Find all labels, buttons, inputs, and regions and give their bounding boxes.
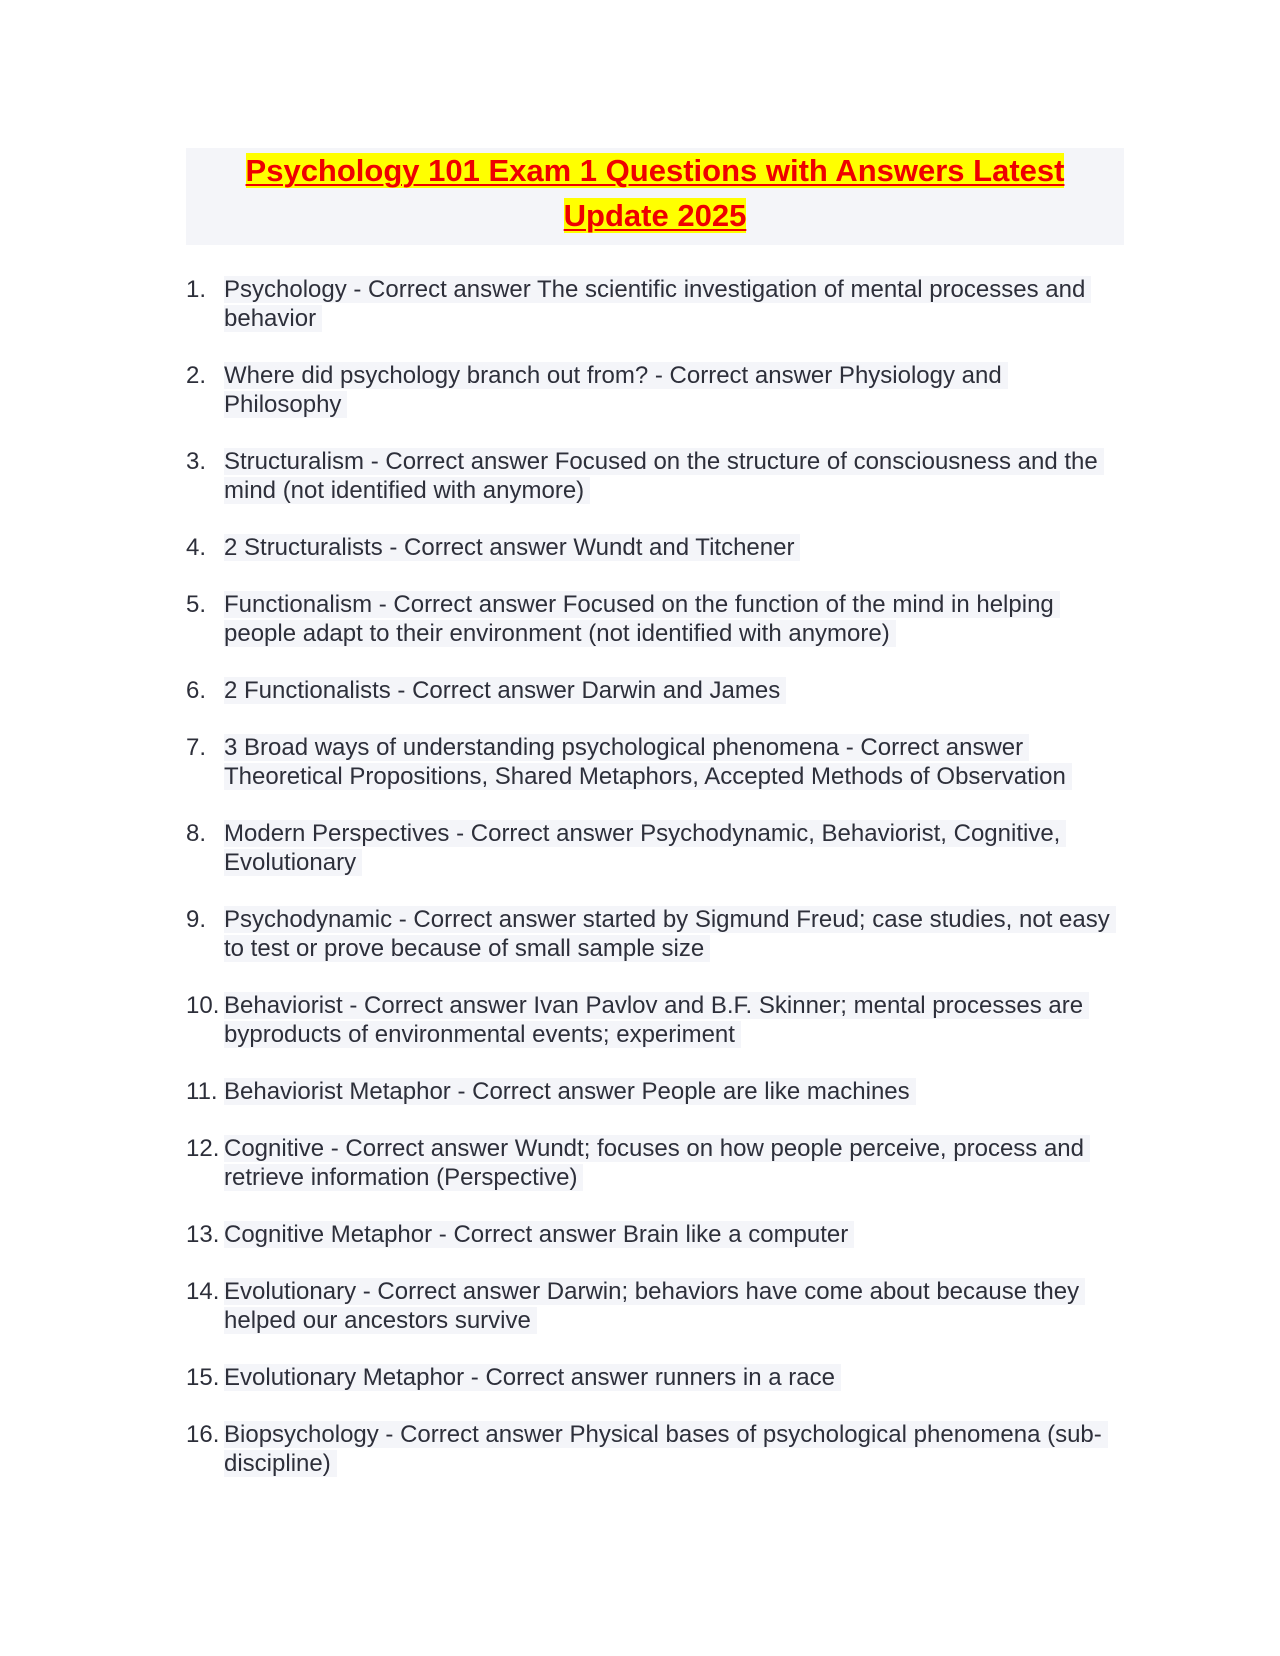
- item-text: Where did psychology branch out from? - Correct answer Physiology and Philosophy: [224, 362, 1008, 418]
- item-number: 10.: [186, 992, 220, 1019]
- item-number: 3.: [186, 448, 207, 475]
- item-number: 12.: [186, 1135, 220, 1162]
- item-number: 16.: [186, 1421, 220, 1448]
- item-text: Structuralism - Correct answer Focused on the structure of consciousness and the mind (not identified with anymore): [224, 448, 1104, 504]
- list-item: [186, 275, 1124, 333]
- list-item: [186, 905, 1124, 963]
- item-text: Biopsychology - Correct answer Physical bases of psychological phenomena (sub-discipline): [224, 1421, 1108, 1477]
- item-text: Evolutionary Metaphor - Correct answer runners in a race: [224, 1364, 841, 1391]
- list-item: [186, 1077, 1124, 1106]
- item-text: Cognitive - Correct answer Wundt; focuses on how people perceive, process and retrieve information (Perspective): [224, 1135, 1090, 1191]
- item-text: Modern Perspectives - Correct answer Psychodynamic, Behaviorist, Cognitive, Evolutionary: [224, 820, 1066, 876]
- list-item: [186, 1363, 1124, 1392]
- list-item: [186, 676, 1124, 705]
- list-item: [186, 361, 1124, 419]
- list-item: [186, 1420, 1124, 1478]
- item-text: Behaviorist - Correct answer Ivan Pavlov and B.F. Skinner; mental processes are byproducts of environmental events; experiment: [224, 992, 1089, 1048]
- list-item: [186, 733, 1124, 791]
- item-text: Cognitive Metaphor - Correct answer Brain like a computer: [224, 1221, 854, 1248]
- item-text: 3 Broad ways of understanding psychological phenomena - Correct answer Theoretical Propositions, Shared Metaphors, Accepted Methods of Observation: [224, 734, 1072, 790]
- document-page: [186, 148, 1124, 1506]
- item-number: 9.: [186, 906, 207, 933]
- item-number: 14.: [186, 1278, 220, 1305]
- item-text: Evolutionary - Correct answer Darwin; behaviors have come about because they helped our ancestors survive: [224, 1278, 1085, 1334]
- item-text: 2 Structuralists - Correct answer Wundt and Titchener: [224, 534, 800, 561]
- document-title: Psychology 101 Exam 1 Questions with Answers Latest Update 2025: [245, 153, 1065, 233]
- list-item: [186, 533, 1124, 562]
- list-item: [186, 1277, 1124, 1335]
- item-text: Psychology - Correct answer The scientific investigation of mental processes and behavior: [224, 276, 1091, 332]
- title-block: [186, 148, 1124, 245]
- item-text: Behaviorist Metaphor - Correct answer People are like machines: [224, 1078, 916, 1105]
- list-item: [186, 1134, 1124, 1192]
- list-item: [186, 819, 1124, 877]
- list-item: [186, 1220, 1124, 1249]
- item-number: 13.: [186, 1221, 220, 1248]
- item-number: 2.: [186, 362, 207, 389]
- item-number: 7.: [186, 734, 207, 761]
- item-text: 2 Functionalists - Correct answer Darwin and James: [224, 677, 786, 704]
- qa-list: [186, 275, 1124, 1478]
- item-number: 1.: [186, 276, 207, 303]
- item-number: 4.: [186, 534, 207, 561]
- list-item: [186, 991, 1124, 1049]
- list-item: [186, 590, 1124, 648]
- item-number: 8.: [186, 820, 207, 847]
- item-number: 5.: [186, 591, 207, 618]
- item-number: 15.: [186, 1364, 220, 1391]
- item-text: Functionalism - Correct answer Focused on the function of the mind in helping people adapt to their environment (not identified with anymore): [224, 591, 1060, 647]
- item-number: 11.: [186, 1078, 218, 1105]
- item-text: Psychodynamic - Correct answer started by Sigmund Freud; case studies, not easy to test or prove because of small sample size: [224, 906, 1116, 962]
- item-number: 6.: [186, 677, 207, 704]
- list-item: [186, 447, 1124, 505]
